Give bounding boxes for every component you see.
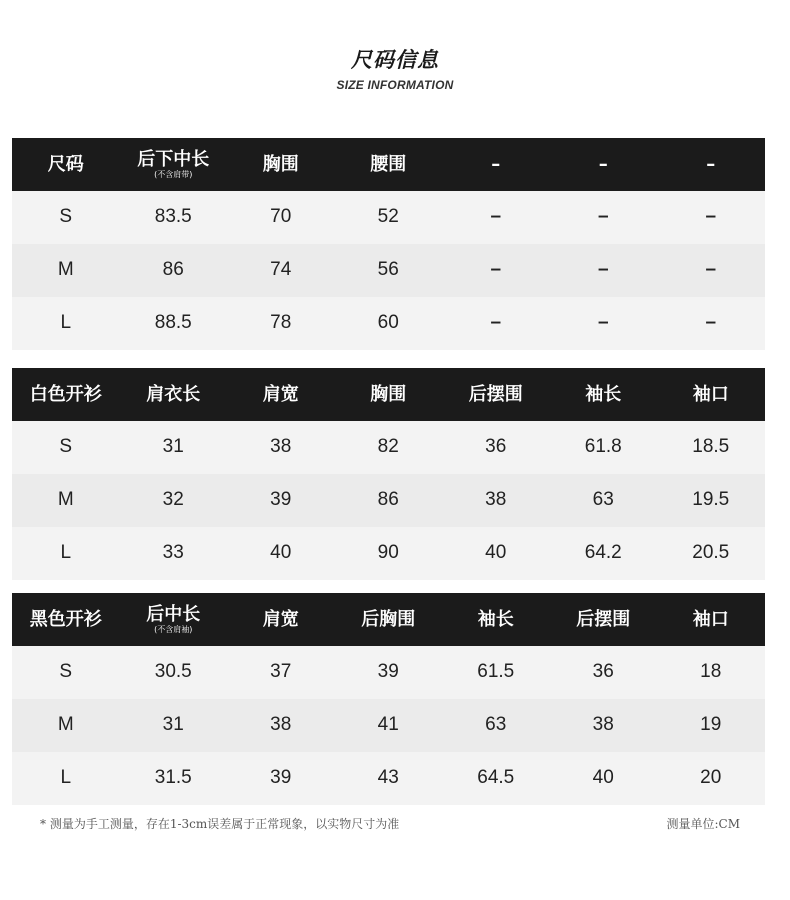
page-title: 尺码信息: [351, 48, 439, 72]
header-sublabel: (不含肩袖): [154, 624, 193, 634]
header-cell: [335, 385, 443, 405]
measurement-cell: –: [705, 312, 717, 334]
header-sublabel: (不含肩带): [154, 169, 193, 179]
measurement-cell: 88.5: [154, 312, 192, 334]
measurement-cell: –: [490, 206, 502, 228]
header-label: –: [706, 153, 716, 175]
header-label: 后中长: [146, 603, 201, 625]
size-label-cell: S: [59, 661, 73, 683]
header-label: 胸围: [370, 383, 407, 405]
table-row: [12, 244, 765, 297]
measurement-cell: 63: [485, 714, 507, 736]
table-header: [12, 593, 765, 646]
measurement-cell: 39: [377, 661, 399, 683]
measurement-cell: 61.8: [584, 436, 622, 458]
size-label-cell: L: [60, 767, 72, 789]
measurement-cell: 36: [485, 436, 507, 458]
measurement-cell: 43: [377, 767, 399, 789]
header-cell: [227, 155, 335, 175]
header-label: –: [491, 153, 501, 175]
measurement-cell: 64.5: [477, 767, 515, 789]
header-cell: [12, 155, 120, 175]
header-cell: [335, 155, 443, 175]
header-cell: [12, 610, 120, 630]
header-cell: [657, 385, 765, 405]
header-cell: [442, 385, 550, 405]
title-block: [0, 44, 790, 92]
measurement-cell: 40: [592, 767, 614, 789]
measurement-cell: –: [597, 206, 609, 228]
size-table-black-cardigan: [12, 593, 765, 805]
measurement-cell: 39: [270, 489, 292, 511]
table-row: [12, 699, 765, 752]
measurement-unit: 测量单位:CM: [666, 817, 740, 831]
measurement-cell: 39: [270, 767, 292, 789]
header-label: 后摆围: [576, 608, 631, 630]
table-row: [12, 527, 765, 580]
measurement-cell: 83.5: [154, 206, 192, 228]
size-table-dress: [12, 138, 765, 350]
measurement-cell: 70: [270, 206, 292, 228]
measurement-cell: 37: [270, 661, 292, 683]
header-cell: [12, 385, 120, 405]
table-header: [12, 138, 765, 191]
header-label: 袖长: [585, 383, 622, 405]
header-label: 后摆围: [468, 383, 523, 405]
measurement-cell: 36: [592, 661, 614, 683]
measurement-cell: 38: [592, 714, 614, 736]
measurement-cell: 52: [377, 206, 399, 228]
header-cell: [550, 155, 658, 175]
size-label-cell: M: [57, 259, 74, 281]
header-cell: [442, 610, 550, 630]
size-label-cell: L: [60, 312, 72, 334]
measurement-cell: –: [705, 206, 717, 228]
table-row: [12, 297, 765, 350]
measurement-cell: 40: [485, 542, 507, 564]
header-cell: [550, 610, 658, 630]
table-row: [12, 752, 765, 805]
header-cell: [227, 385, 335, 405]
size-label-cell: M: [57, 714, 74, 736]
header-label: 袖口: [692, 383, 729, 405]
measurement-cell: 38: [270, 436, 292, 458]
header-label: 胸围: [262, 153, 299, 175]
measurement-cell: 33: [162, 542, 184, 564]
measurement-cell: –: [597, 259, 609, 281]
header-label: 肩宽: [262, 383, 299, 405]
measurement-cell: 31: [162, 714, 184, 736]
measurement-cell: 40: [270, 542, 292, 564]
measurement-cell: 61.5: [477, 661, 515, 683]
measurement-cell: 86: [377, 489, 399, 511]
page-subtitle: SIZE INFORMATION: [336, 78, 454, 92]
header-label: 肩宽: [262, 608, 299, 630]
measurement-cell: –: [490, 312, 502, 334]
measurement-cell: –: [705, 259, 717, 281]
measurement-note: * 测量为手工测量，存在1-3cm误差属于正常现象，以实物尺寸为准: [40, 817, 400, 831]
header-label: 后胸围: [361, 608, 416, 630]
measurement-cell: 82: [377, 436, 399, 458]
size-table-white-cardigan: [12, 368, 765, 580]
measurement-cell: 32: [162, 489, 184, 511]
header-label: 袖口: [692, 608, 729, 630]
size-label-cell: S: [59, 206, 73, 228]
measurement-cell: 19: [700, 714, 722, 736]
measurement-cell: 56: [377, 259, 399, 281]
measurement-cell: 74: [270, 259, 292, 281]
table-row: [12, 421, 765, 474]
measurement-cell: 63: [592, 489, 614, 511]
measurement-cell: 20: [700, 767, 722, 789]
measurement-cell: 18.5: [692, 436, 730, 458]
measurement-cell: 31: [162, 436, 184, 458]
header-cell: [120, 150, 228, 180]
header-cell: [120, 385, 228, 405]
measurement-cell: 86: [162, 259, 184, 281]
measurement-cell: 64.2: [584, 542, 622, 564]
measurement-cell: 78: [270, 312, 292, 334]
measurement-cell: 41: [377, 714, 399, 736]
header-label: 肩衣长: [146, 383, 201, 405]
measurement-cell: 60: [377, 312, 399, 334]
measurement-cell: 38: [485, 489, 507, 511]
measurement-cell: 38: [270, 714, 292, 736]
measurement-cell: –: [597, 312, 609, 334]
size-label-cell: S: [59, 436, 73, 458]
header-cell: [657, 610, 765, 630]
header-label: –: [598, 153, 608, 175]
table-row: [12, 191, 765, 244]
header-label: 腰围: [370, 153, 407, 175]
header-cell: [120, 605, 228, 635]
measurement-cell: –: [490, 259, 502, 281]
measurement-cell: 30.5: [154, 661, 192, 683]
header-label: 白色开衫: [29, 383, 102, 405]
table-row: [12, 646, 765, 699]
table-row: [12, 474, 765, 527]
measurement-cell: 19.5: [692, 489, 730, 511]
header-cell: [227, 610, 335, 630]
measurement-cell: 90: [377, 542, 399, 564]
header-label: 袖长: [477, 608, 514, 630]
header-cell: [442, 155, 550, 175]
measurement-cell: 18: [700, 661, 722, 683]
header-label: 尺码: [47, 153, 84, 175]
header-label: 黑色开衫: [29, 608, 102, 630]
size-label-cell: L: [60, 542, 72, 564]
header-label: 后下中长: [137, 148, 210, 170]
table-header: [12, 368, 765, 421]
header-cell: [550, 385, 658, 405]
header-cell: [335, 610, 443, 630]
size-label-cell: M: [57, 489, 74, 511]
header-cell: [657, 155, 765, 175]
measurement-cell: 31.5: [154, 767, 192, 789]
measurement-cell: 20.5: [692, 542, 730, 564]
